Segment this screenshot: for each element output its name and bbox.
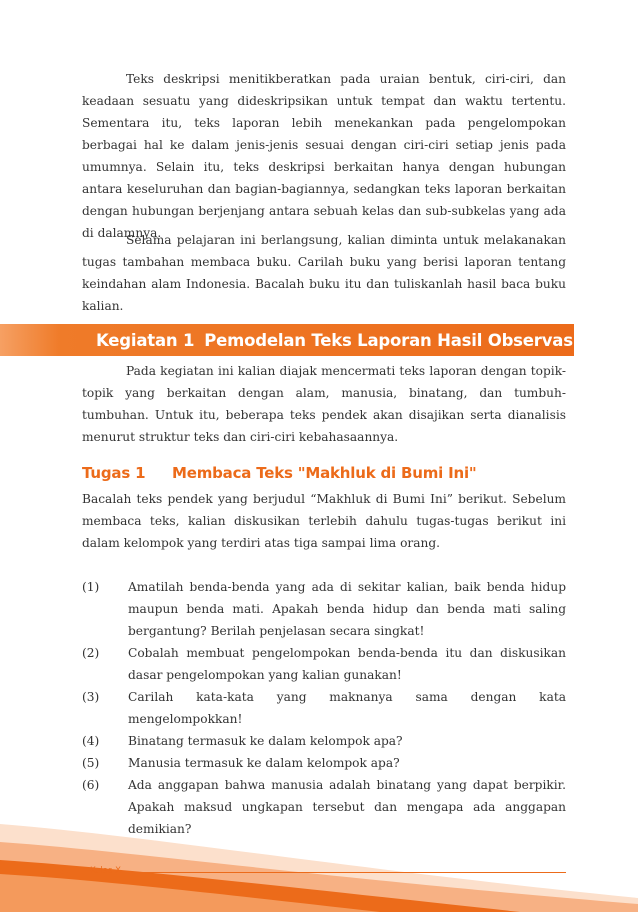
question-text: Manusia termasuk ke dalam kelompok apa? [128, 756, 400, 770]
question-text: Ada anggapan bahwa manusia adalah binatang yang dapat berpikir. Apakah maksud ungkapan tersebut dan mengapa ada anggapan demikian? [128, 778, 566, 836]
list-item [82, 730, 566, 752]
question-number: (3) [82, 690, 100, 704]
activity-title: Pemodelan Teks Laporan Hasil Observasi [204, 331, 579, 350]
task-heading [82, 464, 477, 482]
page-number: 4 [60, 864, 69, 878]
list-item [82, 576, 566, 642]
question-number: (4) [82, 734, 100, 748]
question-text: Amatilah benda-benda yang ada di sekitar kalian, baik benda hidup maupun benda mati. Apakah benda hidup dan benda mati saling bergantung? Berilah penjelasan secara singkat! [128, 580, 566, 638]
activity-label: Kegiatan 1 [96, 331, 195, 350]
question-text: Cobalah membuat pengelompokan benda-benda itu dan diskusikan dasar pengelompokan yang kalian gunakan! [128, 646, 566, 682]
paragraph-reading-assignment: Selama pelajaran ini berlangsung, kalian diminta untuk melakanakan tugas tambahan membaca buku. Carilah buku yang berisi laporan tentang keindahan alam Indonesia. Bacalah buku itu dan tuliskanlah hasil baca buku kalian. [82, 233, 566, 313]
question-text: Carilah kata-kata yang maknanya sama dengan kata mengelompokkan! [128, 690, 566, 726]
footer-divider [134, 872, 566, 873]
question-text: Binatang termasuk ke dalam kelompok apa? [128, 734, 403, 748]
list-item [82, 642, 566, 686]
task-label: Tugas 1 [82, 464, 146, 482]
list-item [82, 752, 566, 774]
paragraph-description-vs-report: Teks deskripsi menitikberatkan pada uraian bentuk, ciri-ciri, dan keadaan sesuatu yang dideskripsikan untuk tempat dan waktu tertentu. Sementara itu, teks laporan lebih menekankan pada pengelompokan berbagai hal ke dalam jenis-jenis sesuai dengan ciri-ciri setiap jenis pada umumnya. Selain itu, teks deskripsi berkaitan hanya dengan hubungan antara keseluruhan dan bagian-bagiannya, sedangkan teks laporan berkaitan dengan hubungan berjenjang antara sebuah kelas dan sub-subkelas yang ada di dalamnya. [82, 72, 566, 240]
activity-heading [96, 324, 578, 356]
paragraph-activity-intro: Pada kegiatan ini kalian diajak mencermati teks laporan dengan topik-topik yang berkaitan dengan alam, manusia, binatang, dan tumbuh-tumbuhan. Untuk itu, beberapa teks pendek akan disajikan serta dianalisis menurut struktur teks dan ciri-ciri kebahasaannya. [82, 364, 566, 444]
list-item [82, 686, 566, 730]
question-number: (6) [82, 778, 100, 792]
task-title: Membaca Teks "Makhluk di Bumi Ini" [172, 464, 477, 482]
paragraph-task-instructions: Bacalah teks pendek yang berjudul “Makhluk di Bumi Ini” berikut. Sebelum membaca teks, kalian diskusikan terlebih dahulu tugas-tugas berikut ini dalam kelompok yang terdiri atas tiga sampai lima orang. [82, 492, 566, 550]
question-number: (1) [82, 580, 100, 594]
question-number: (2) [82, 646, 100, 660]
decorative-swoosh [0, 790, 638, 912]
question-number: (5) [82, 756, 100, 770]
class-label: Kelas X [90, 866, 121, 876]
